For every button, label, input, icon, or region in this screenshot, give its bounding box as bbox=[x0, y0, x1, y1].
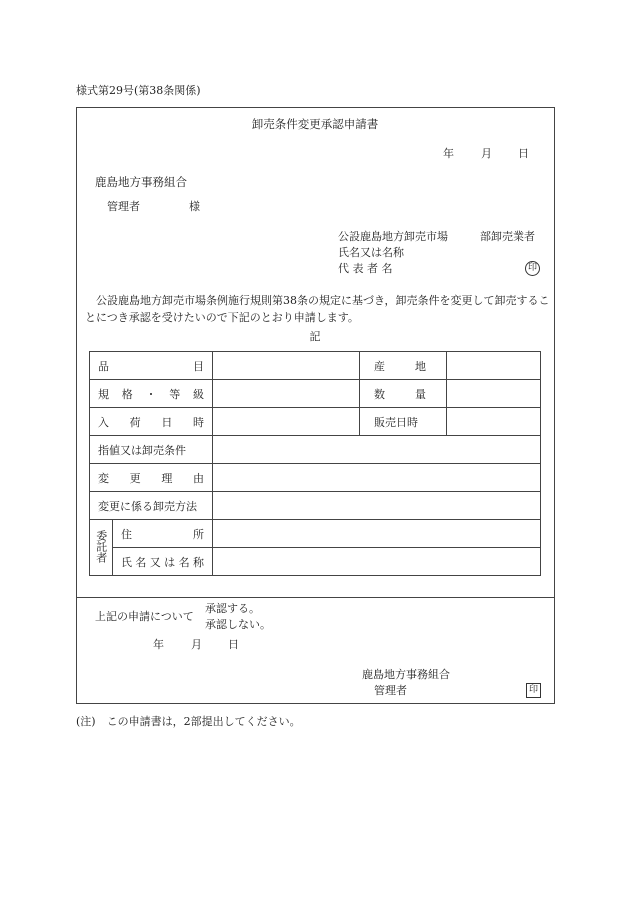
label-quantity: 数 量 bbox=[360, 380, 447, 408]
date-day: 日 bbox=[518, 147, 529, 160]
applicant-rep-label: 代 表 者 名 bbox=[338, 262, 393, 275]
value-consignor-name[interactable] bbox=[213, 548, 541, 576]
value-reason[interactable] bbox=[213, 464, 541, 492]
label-origin: 産 地 bbox=[360, 352, 447, 380]
value-origin[interactable] bbox=[447, 352, 541, 380]
value-arrival[interactable] bbox=[213, 408, 360, 436]
form-title: 卸売条件変更承認申請書 bbox=[251, 117, 379, 131]
table-row bbox=[90, 520, 541, 548]
table-row bbox=[90, 408, 541, 436]
detail-table bbox=[89, 351, 541, 576]
ki-heading: 記 bbox=[309, 330, 321, 343]
applicant-seal-icon: 印 bbox=[525, 261, 540, 276]
table-row bbox=[90, 548, 541, 576]
value-quantity[interactable] bbox=[447, 380, 541, 408]
applicant-market: 公設鹿島地方卸売市場 bbox=[338, 230, 448, 243]
table-row bbox=[90, 436, 541, 464]
label-reason: 変 更 理 由 bbox=[90, 464, 213, 492]
label-sale-time: 販売日時 bbox=[360, 408, 447, 436]
approval-day: 日 bbox=[228, 638, 239, 651]
value-method[interactable] bbox=[213, 492, 541, 520]
label-consignor: 委託者 bbox=[90, 520, 113, 576]
applicant-name-label: 氏名又は名称 bbox=[338, 246, 404, 259]
label-item: 品 目 bbox=[90, 352, 213, 380]
value-sale-time[interactable] bbox=[447, 408, 541, 436]
form-number: 様式第29号(第38条関係) bbox=[76, 84, 201, 97]
label-method: 変更に係る卸売方法 bbox=[90, 492, 213, 520]
approval-approve: 承認する。 bbox=[205, 602, 260, 615]
approval-month: 月 bbox=[191, 638, 202, 651]
value-item[interactable] bbox=[213, 352, 360, 380]
date-year: 年 bbox=[443, 147, 454, 160]
footnote: (注) この申請書は，2部提出してください。 bbox=[76, 715, 301, 728]
approval-lead: 上記の申請について bbox=[95, 610, 194, 623]
date-month: 月 bbox=[481, 147, 492, 160]
label-arrival: 入 荷 日 時 bbox=[90, 408, 213, 436]
application-statement: 公設鹿島地方卸売市場条例施行規則第38条の規定に基づき，卸売条件を変更して卸売することにつき承認を受けたいので下記のとおり申請します。 bbox=[85, 294, 550, 324]
value-address[interactable] bbox=[213, 520, 541, 548]
approval-deny: 承認しない。 bbox=[205, 618, 271, 631]
section-divider bbox=[76, 597, 555, 598]
applicant-role: 部卸売業者 bbox=[480, 230, 535, 243]
approval-year: 年 bbox=[153, 638, 164, 651]
value-spec[interactable] bbox=[213, 380, 360, 408]
label-consignor-name: 氏 名 又 は 名 称 bbox=[113, 548, 213, 576]
table-row bbox=[90, 380, 541, 408]
addressee-org: 鹿島地方事務組合 bbox=[95, 175, 187, 189]
label-address: 住 所 bbox=[113, 520, 213, 548]
approval-title: 管理者 bbox=[374, 684, 407, 697]
approval-seal-icon: 印 bbox=[526, 683, 541, 698]
label-spec: 規 格 ・ 等 級 bbox=[90, 380, 213, 408]
label-price-condition: 指値又は卸売条件 bbox=[90, 436, 213, 464]
table-row bbox=[90, 464, 541, 492]
approval-org: 鹿島地方事務組合 bbox=[362, 668, 450, 681]
addressee-honorific: 様 bbox=[189, 200, 200, 213]
table-row bbox=[90, 352, 541, 380]
addressee-title: 管理者 bbox=[107, 200, 140, 213]
table-row bbox=[90, 492, 541, 520]
value-price-condition[interactable] bbox=[213, 436, 541, 464]
